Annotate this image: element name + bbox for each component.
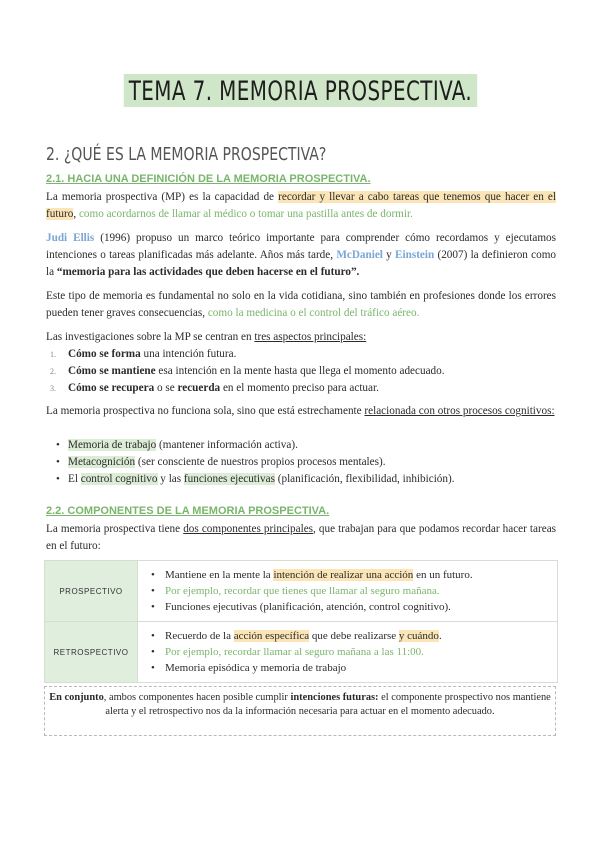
paragraph-components-intro: La memoria prospectiva tiene dos componentes principales, que trabajan para que podamos recordar hacer tareas en el futuro: <box>46 523 557 552</box>
highlight-text: recordar y llevar a cabo tareas que tenemos que hacer en el futuro <box>46 191 557 220</box>
list-item: 1. Cómo se forma una intención futura. <box>50 348 237 360</box>
list-item: • Por ejemplo, recordar que tienes que llamar al seguro mañana. <box>151 585 440 597</box>
section-heading: 2. ¿QUÉ ES LA MEMORIA PROSPECTIVA? <box>46 144 327 165</box>
author-name: Judi Ellis <box>46 232 95 244</box>
aspects-list <box>46 346 556 397</box>
bullet-icon: • <box>151 585 155 597</box>
bullet-icon: • <box>56 439 60 451</box>
summary-box: En conjunto, ambos componentes hacen posible cumplir intenciones futuras: el componente prospectivo nos mantiene alerta y el retrospectivo nos da la información necesaria para actuar en el momento adecuado. <box>44 686 556 736</box>
list-item: • Memoria episódica y memoria de trabajo <box>151 662 347 674</box>
page-title: TEMA 7. MEMORIA PROSPECTIVA. <box>123 74 476 107</box>
bullet-icon: • <box>56 473 60 485</box>
component-content <box>138 561 558 622</box>
bullet-icon: • <box>151 569 155 581</box>
list-item: 3. Cómo se recupera o se recuerda en el momento preciso para actuar. <box>50 382 379 394</box>
author-name: Einstein <box>395 249 435 261</box>
bullet-icon: • <box>151 646 155 658</box>
paragraph-definition: La memoria prospectiva (MP) es la capacidad de recordar y llevar a cabo tareas que tenemos que hacer en el futuro, como acordarnos de llamar al médico o tomar una pastilla antes de dormir. <box>46 191 557 220</box>
author-name: McDaniel <box>336 249 383 261</box>
example-text: como acordarnos de llamar al médico o tomar una pastilla antes de dormir. <box>78 208 413 220</box>
table-row <box>45 561 558 622</box>
list-item: • Memoria de trabajo (mantener información activa). <box>46 437 556 454</box>
paragraph-aspects-intro: Las investigaciones sobre la MP se centran en tres aspectos principales: <box>46 331 367 343</box>
component-label: RETROSPECTIVO <box>45 622 138 683</box>
table-row <box>45 622 558 683</box>
bullet-icon: • <box>151 662 155 674</box>
list-item: • El control cognitivo y las funciones ejecutivas (planificación, flexibilidad, inhibición). <box>46 471 556 488</box>
list-item: • Mantiene en la mente la intención de realizar una acción en un futuro. <box>151 569 473 581</box>
components-table <box>44 560 558 683</box>
subsection-heading-2-1: 2.1. HACIA UNA DEFINICIÓN DE LA MEMORIA PROSPECTIVA. <box>46 173 371 185</box>
list-item: • Funciones ejecutivas (planificación, atención, control cognitivo). <box>151 601 451 613</box>
paragraph-importance: Este tipo de memoria es fundamental no solo en la vida cotidiana, sino también en profesiones donde los errores pueden tener graves consecuencias, como la medicina o el control del tráfico aéreo. <box>46 290 556 319</box>
bullet-icon: • <box>151 630 155 642</box>
processes-list <box>46 437 556 488</box>
bullet-icon: • <box>56 456 60 468</box>
definition-quote: “memoria para las actividades que deben hacerse en el futuro”. <box>56 266 360 278</box>
paragraph-authors: Judi Ellis (1996) propuso un marco teórico importante para comprender cómo recordamos y ejecutamos intenciones o tareas planificadas más adelante. Años más tarde, McDaniel y Einstein (2007) la definieron como la “memoria para las actividades que deben hacerse en el futuro”. <box>46 232 557 278</box>
list-item: • Por ejemplo, recordar llamar al seguro mañana a las 11:00. <box>151 646 424 658</box>
example-text: como la medicina o el control del tráfico aéreo. <box>207 307 420 319</box>
title-wrap <box>0 74 600 107</box>
subsection-heading-2-2: 2.2. COMPONENTES DE LA MEMORIA PROSPECTIVA. <box>46 505 330 517</box>
component-label: PROSPECTIVO <box>45 561 138 622</box>
list-item: 2. Cómo se mantiene esa intención en la mente hasta que llega el momento adecuado. <box>50 365 445 377</box>
list-item: • Metacognición (ser consciente de nuestros propios procesos mentales). <box>46 454 556 471</box>
paragraph-processes-intro: La memoria prospectiva no funciona sola, sino que está estrechamente relacionada con otros procesos cognitivos: <box>46 405 555 417</box>
bullet-icon: • <box>151 601 155 613</box>
component-content <box>138 622 558 683</box>
list-item: • Recuerdo de la acción específica que debe realizarse y cuándo. <box>151 630 442 642</box>
